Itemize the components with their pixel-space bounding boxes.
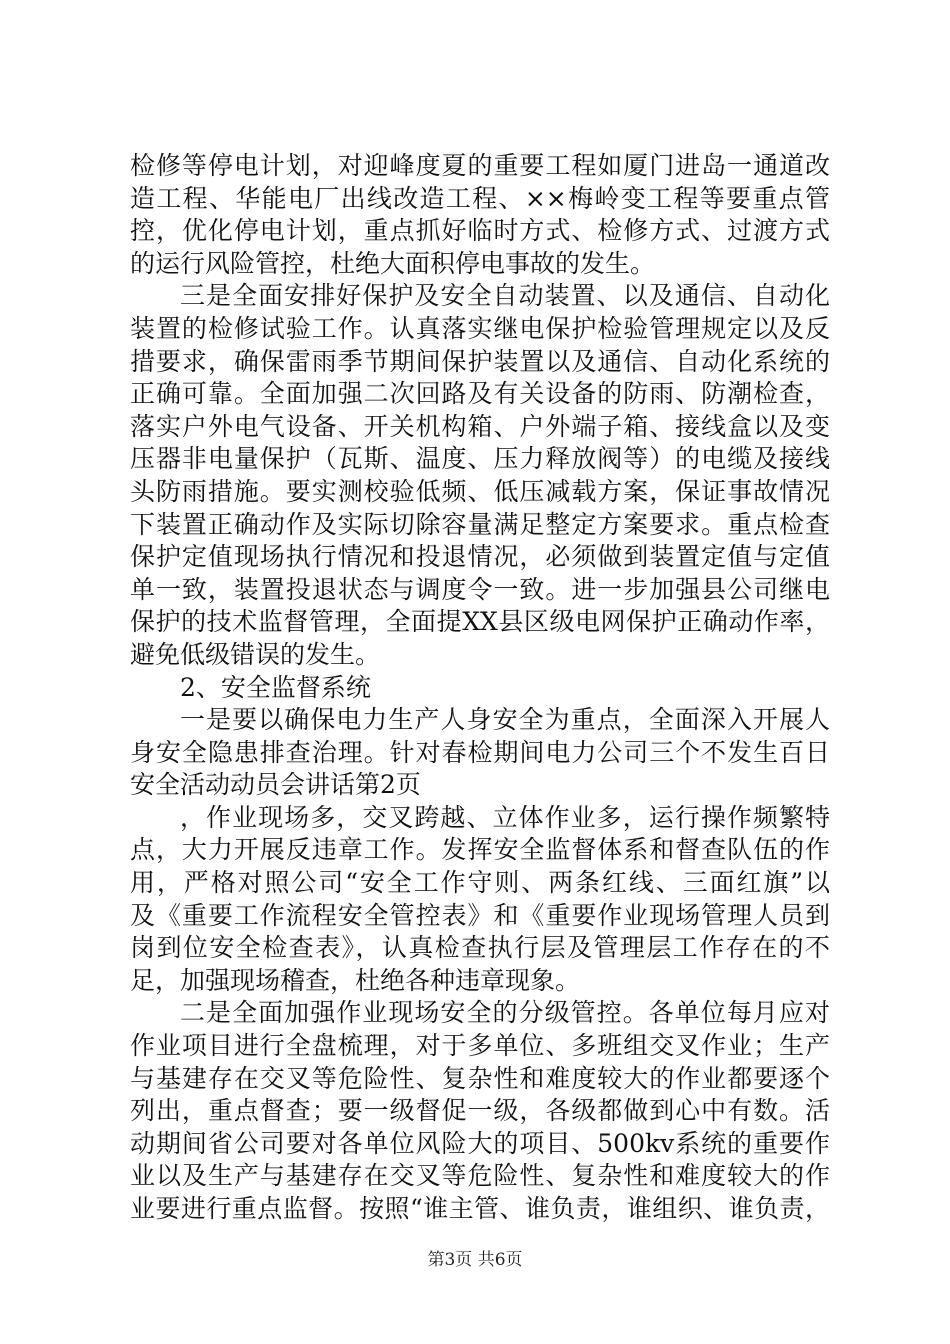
- document-body: [130, 150, 830, 1226]
- text-line: 列出，重点督查；要一级督促一级，各级都做到心中有数。活: [130, 1096, 830, 1126]
- text-line: 与基建存在交叉等危险性、复杂性和难度较大的作业都要逐个: [130, 1063, 830, 1093]
- text-line: 措要求，确保雷雨季节期间保护装置以及通信、自动化系统的: [130, 346, 830, 376]
- text-line: 三是全面安排好保护及安全自动装置、以及通信、自动化: [180, 281, 830, 311]
- text-line: 头防雨措施。要实测校验低频、低压减载方案，保证事故情况: [130, 476, 830, 506]
- text-line: 点，大力开展反违章工作。发挥安全监督体系和督查队伍的作: [130, 835, 830, 865]
- text-line: 避免低级错误的发生。: [130, 639, 381, 669]
- text-line: 安全活动动员会讲话第2页: [130, 770, 421, 800]
- text-line: 保护定值现场执行情况和投退情况，必须做到装置定值与定值: [130, 542, 830, 572]
- page-number: 第3页 共6页: [427, 1250, 523, 1270]
- text-line: 业要进行重点监督。按照“谁主管、谁负责，谁组织、谁负责，: [130, 1194, 830, 1223]
- text-line: 造工程、华能电厂出线改造工程、××梅岭变工程等要重点管: [130, 183, 830, 213]
- text-line: 用，严格对照公司“安全工作守则、两条红线、三面红旗”以: [130, 868, 830, 898]
- text-line: 单一致，装置投退状态与调度令一致。进一步加强县公司继电: [130, 574, 830, 604]
- text-line: 业以及生产与基建存在交叉等危险性、复杂性和难度较大的作: [130, 1161, 830, 1191]
- text-line: 装置的检修试验工作。认真落实继电保护检验管理规定以及反: [130, 313, 830, 343]
- text-line: 正确可靠。全面加强二次回路及有关设备的防雨、防潮检查，: [130, 379, 830, 409]
- section-heading: 2、安全监督系统: [180, 672, 371, 702]
- text-line: 及《重要工作流程安全管控表》和《重要作业现场管理人员到: [130, 900, 830, 930]
- text-line: 压器非电量保护（瓦斯、温度、压力释放阀等）的电缆及接线: [130, 444, 830, 474]
- text-line: 控，优化停电计划，重点抓好临时方式、检修方式、过渡方式: [130, 216, 830, 246]
- text-line: 的运行风险管控，杜绝大面积停电事故的发生。: [130, 248, 656, 278]
- text-line: 检修等停电计划，对迎峰度夏的重要工程如厦门进岛一通道改: [130, 151, 830, 180]
- text-line: ，作业现场多，交叉跨越、立体作业多，运行操作频繁特: [180, 802, 830, 832]
- text-line: 岗到位安全检查表》，认真检查执行层及管理层工作存在的不: [130, 933, 830, 963]
- text-line: 作业项目进行全盘梳理，对于多单位、多班组交叉作业；生产: [130, 1031, 830, 1061]
- text-line: 一是要以确保电力生产人身安全为重点，全面深入开展人: [180, 705, 830, 735]
- text-line: 保护的技术监督管理，全面提XX县区级电网保护正确动作率，: [130, 607, 830, 637]
- text-line: 下装置正确动作及实际切除容量满足整定方案要求。重点检查: [130, 509, 830, 539]
- text-line: 足，加强现场稽查，杜绝各种违章现象。: [130, 965, 581, 995]
- text-line: 动期间省公司要对各单位风险大的项目、500kv系统的重要作: [130, 1128, 830, 1158]
- text-line: 身安全隐患排查治理。针对春检期间电力公司三个不发生百日: [130, 737, 830, 767]
- text-line: 二是全面加强作业现场安全的分级管控。各单位每月应对: [180, 998, 830, 1028]
- page-footer: [0, 1245, 950, 1270]
- text-line: 落实户外电气设备、开关机构箱、户外端子箱、接线盒以及变: [130, 411, 830, 441]
